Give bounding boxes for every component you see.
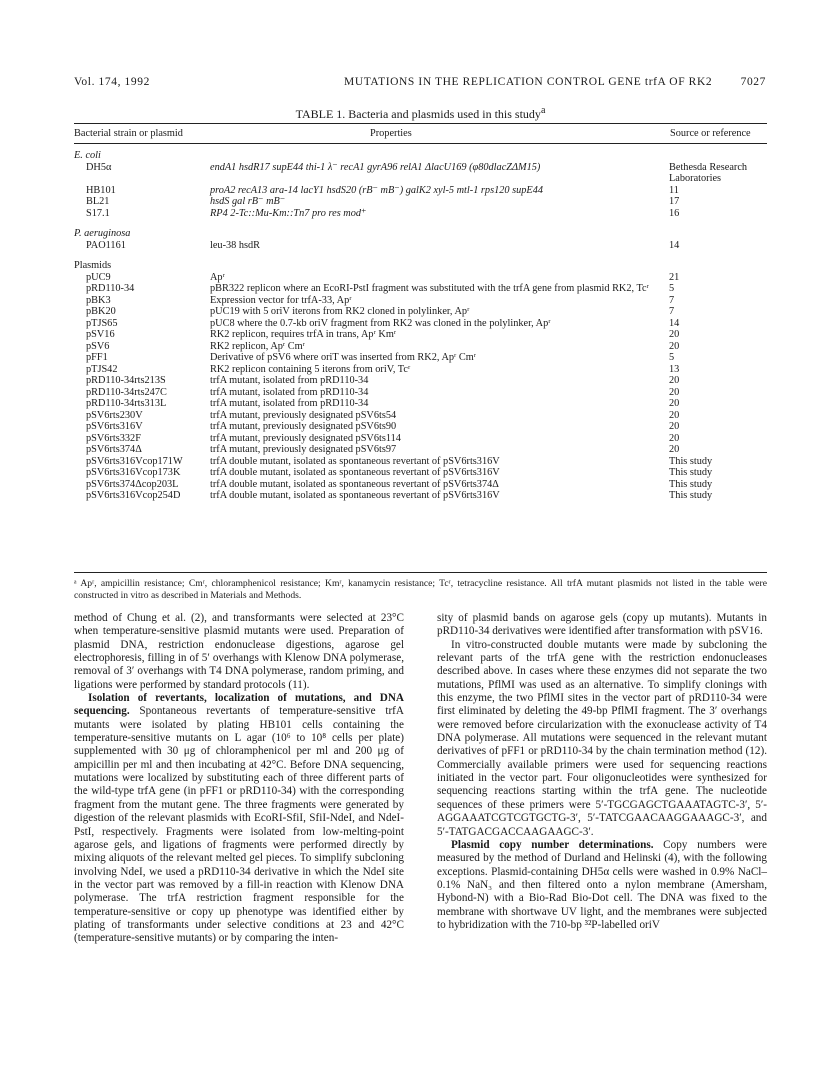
table-row — [74, 352, 767, 364]
table-group-row — [74, 148, 767, 162]
properties-cell: RK2 replicon, requires trfA in trans, Apʳ Kmʳ — [210, 329, 397, 340]
strain-cell: pSV6rts316Vcop254D — [86, 490, 181, 501]
strain-cell: pRD110-34rts213S — [86, 375, 166, 386]
properties-cell: trfA mutant, isolated from pRD110-34 — [210, 375, 369, 386]
properties-cell: Apʳ — [210, 271, 225, 283]
article-running-title: MUTATIONS IN THE REPLICATION CONTROL GENE trfA OF RK2 — [344, 76, 713, 88]
strain-cell: PAO1161 — [86, 239, 126, 251]
table-row — [74, 364, 767, 376]
strain-cell: HB101 — [86, 184, 116, 196]
table-caption — [74, 105, 767, 122]
table-top-rule — [74, 123, 767, 124]
group-spacer — [74, 251, 767, 258]
source-cell: 21 — [669, 271, 680, 283]
source-cell: 20 — [669, 398, 680, 409]
source-cell: This study — [669, 467, 713, 478]
table-footnote: ᵃ Apʳ, ampicillin resistance; Cmʳ, chloramphenicol resistance; Kmʳ, kanamycin resistance; Tcʳ, tetracycline resistance. All trfA mutant plasmids not listed in the table were constructed in vitro as described in Materials and Methods. — [74, 578, 767, 601]
table-row — [74, 240, 767, 252]
table-row — [74, 185, 767, 197]
table-row — [74, 410, 767, 422]
properties-cell: RK2 replicon containing 5 iterons from oriV, Tcʳ — [210, 363, 411, 375]
column-header-strain: Bacterial strain or plasmid — [74, 128, 183, 139]
strain-cell: pSV6rts230V — [86, 409, 143, 421]
table-row — [74, 283, 767, 295]
column-header-properties: Properties — [370, 128, 412, 139]
strain-cell: pSV6rts316V — [86, 421, 143, 432]
table-group-row — [74, 226, 767, 240]
properties-cell: trfA double mutant, isolated as spontaneous revertant of pSV6rts316V — [210, 455, 500, 467]
paragraph-double-mutants: In vitro-constructed double mutants were made by subcloning the relevant parts of the trfA gene with the restriction endonucleases described above. In cases where these enzymes did not separate the two mutations, PflMI was used as an alternative. To simplify clonings with this enzyme, the two PflMI sites in the vector part of pRD110-34 were first eliminated by deleting the 49-bp PflMI fragment. The 3′ overhangs were removed before circularization with the exonuclease activity of T4 DNA polymerase. All mutations were sequenced in the relevant mutant derivatives of pFF1 or pRD110-34 by the chain termination method (12). Commercially available primers were used for sequencing reactions initiated in the vector part. Four oligonucleotides were synthesized for sequencing reactions starting within the trfA gene. The nucleotide sequences of these primers were 5′-TGCGAGCTGAAATAGTC-3′, 5′-AGGAAATCGTCGTGCTG-3′, 5′-TATCGAACAAGGAAAGC-3′, and 5′-TATGACGACCAAGAAGC-3′. — [437, 638, 767, 838]
strain-cell: pSV16 — [86, 329, 115, 340]
table-caption-text: TABLE 1. Bacteria and plasmids used in this study — [295, 107, 541, 121]
source-cell: 20 — [669, 432, 680, 444]
table-row — [74, 208, 767, 220]
properties-cell: trfA mutant, previously designated pSV6ts114 — [210, 432, 401, 444]
source-cell: 20 — [669, 444, 680, 455]
strain-cell: pSV6rts316Vcop171W — [86, 455, 183, 467]
properties-cell: Expression vector for trfA-33, Apʳ — [210, 294, 352, 306]
paragraph-text: Spontaneous revertants of temperature-sensitive trfA mutants were isolated by plating HB101 cells containing the temperature-sensitive mutants on L agar (10⁶ to 10⁸ cells per plate) supplemented with 30 μg of chloramphenicol per ml and 200 μg of ampicillin per ml and then incubating at 42°C. Before DNA sequencing, mutations were localized by substituting each of three different parts of the wild-type trfA gene (in pFF1 or pRD110-34) with the corresponding fragment from the mutant gene. The three fragments were generated by digestion of the relevant plasmids with EcoRI-SfiI, SfiI-NdeI, and NdeI-PstI, respectively. Fragments were isolated from low-melting-point agarose gels, and ligations of fragments were performed directly by mixing aliquots of the relevant melted gel pieces. To simplify subcloning involving NdeI, we used a pRD110-34 derivative in which the NdeI site in the vector part was removed by a fill-in reaction with Klenow DNA polymerase. The trfA restriction fragment responsible for the temperature-sensitive or copy up phenotype was identified either by plating of transformants under selective conditions at 23 and 42°C (temperature-sensitive mutants) or by comparing the inten- — [74, 705, 404, 945]
source-cell: 7 — [669, 306, 675, 317]
properties-cell: Derivative of pSV6 where oriT was inserted from RK2, Apʳ Cmʳ — [210, 352, 476, 363]
source-cell: 13 — [669, 363, 680, 375]
table-row — [74, 444, 767, 456]
table-row — [74, 272, 767, 284]
source-cell: 20 — [669, 340, 680, 352]
source-cell: This study — [669, 478, 713, 490]
source-cell: 5 — [669, 352, 675, 363]
table-caption-marker: a — [540, 105, 546, 116]
table-bottom-rule — [74, 572, 767, 573]
properties-cell: RK2 replicon, Apʳ Cmʳ — [210, 340, 305, 352]
properties-cell: pUC8 where the 0.7-kb oriV fragment from RK2 was cloned in the polylinker, Apʳ — [210, 317, 551, 329]
strain-cell: pSV6rts374Δ — [86, 444, 142, 455]
properties-cell: trfA double mutant, isolated as spontaneous revertant of pSV6rts316V — [210, 467, 500, 478]
source-cell: 20 — [669, 386, 680, 398]
strain-cell: pSV6rts374Δcop203L — [86, 478, 179, 490]
table-row — [74, 318, 767, 330]
body-column-right — [437, 612, 767, 932]
table-row — [74, 162, 767, 185]
strain-cell: S17.1 — [86, 207, 110, 219]
table-row — [74, 375, 767, 387]
volume-label: Vol. 174, 1992 — [74, 76, 150, 88]
column-header-source: Source or reference — [670, 128, 751, 139]
source-cell: 5 — [669, 283, 675, 294]
table-row — [74, 196, 767, 208]
strain-cell: pBK3 — [86, 294, 111, 306]
group-label: E. coli — [74, 150, 101, 161]
strain-cell: pSV6 — [86, 340, 110, 352]
properties-cell: endA1 hsdR17 supE44 thi-1 λ⁻ recA1 gyrA96 relA1 ΔlacU169 (φ80dlacZΔM15) — [210, 161, 541, 173]
page-number: 7027 — [740, 76, 766, 88]
source-cell: 16 — [669, 207, 680, 219]
strain-cell: pTJS42 — [86, 363, 118, 375]
properties-cell: leu-38 hsdR — [210, 239, 261, 251]
paragraph-isolation — [74, 692, 404, 946]
table-row — [74, 341, 767, 353]
table-header — [74, 128, 767, 141]
properties-cell: trfA double mutant, isolated as spontaneous revertant of pSV6rts316V — [210, 490, 500, 501]
properties-cell: trfA mutant, previously designated pSV6ts90 — [210, 421, 397, 432]
strain-cell: pFF1 — [86, 352, 108, 363]
table-row — [74, 456, 767, 468]
source-cell: 20 — [669, 409, 680, 421]
properties-cell: proA2 recA13 ara-14 lacY1 hsdS20 (rB⁻ mB⁻) galK2 xyl-5 mtl-1 rps120 supE44 — [210, 184, 543, 196]
strain-cell: pRD110-34 — [86, 283, 135, 294]
properties-cell: trfA mutant, previously designated pSV6ts97 — [210, 444, 397, 455]
group-spacer — [74, 219, 767, 226]
paragraph-text: Copy numbers were measured by the method of Durland and Helinski (4), with the following exceptions. Plasmid-containing DH5α cells were washed in 0.9% NaCl–0.1% NaN₃ and then filtered onto a nylon membrane (Amersham, Hybond-N) with a Bio-Rad Bio-Dot cell. The DNA was fixed to the membrane with shortwave UV light, and the membranes were subjected to hybridization with the 710-bp ³²P-labelled oriV — [437, 838, 767, 931]
properties-cell: trfA mutant, previously designated pSV6ts54 — [210, 409, 397, 421]
table-row — [74, 306, 767, 318]
source-cell: This study — [669, 455, 713, 467]
source-cell: 20 — [669, 329, 680, 340]
properties-cell: trfA double mutant, isolated as spontaneous revertant of pSV6rts374Δ — [210, 478, 499, 490]
source-cell: 20 — [669, 375, 680, 386]
source-cell: 14 — [669, 317, 680, 329]
strain-cell: pUC9 — [86, 271, 111, 283]
paragraph: sity of plasmid bands on agarose gels (copy up mutants). Mutants in pRD110-34 derivatives were identified after transformation with pSV16. — [437, 612, 767, 638]
properties-cell: trfA mutant, isolated from pRD110-34 — [210, 398, 369, 409]
source-cell: 14 — [669, 239, 680, 251]
strain-cell: BL21 — [86, 196, 110, 207]
table-row — [74, 479, 767, 491]
table-row — [74, 490, 767, 502]
table-row — [74, 467, 767, 479]
table-row — [74, 433, 767, 445]
table-row — [74, 398, 767, 410]
source-cell: This study — [669, 490, 713, 501]
strain-cell: DH5α — [86, 161, 112, 173]
strain-cell: pBK20 — [86, 306, 116, 317]
body-column-left — [74, 612, 404, 946]
section-heading: Plasmid copy number determinations. — [451, 838, 654, 851]
strain-cell: pTJS65 — [86, 317, 118, 329]
properties-cell: trfA mutant, isolated from pRD110-34 — [210, 386, 369, 398]
source-cell: 7 — [669, 294, 675, 306]
table-header-rule — [74, 143, 767, 144]
paragraph-copy-number — [437, 839, 767, 932]
source-cell: 11 — [669, 184, 679, 196]
table-row — [74, 329, 767, 341]
strain-cell: pSV6rts316Vcop173K — [86, 467, 181, 478]
properties-cell: hsdS gal rB⁻ mB⁻ — [210, 196, 286, 207]
section-heading: Isolation of revertants, localization of mutations, and DNA sequencing. — [74, 692, 404, 718]
paragraph: method of Chung et al. (2), and transformants were selected at 23°C when temperature-sensitive plasmid mutants were used. Preparation of plasmid DNA, restriction endonuclease digestions, agarose gel electrophoresis, filling in of 5′ overhangs with Klenow DNA polymerase, removal of 3′ overhangs with T4 DNA polymerase, random priming, and ligations were performed by standard protocols (11). — [74, 612, 404, 691]
properties-cell: pUC19 with 5 oriV iterons from RK2 cloned in polylinker, Apʳ — [210, 306, 470, 317]
strain-cell: pSV6rts332F — [86, 432, 141, 444]
table-row — [74, 387, 767, 399]
properties-cell: RP4 2-Tc::Mu-Km::Tn7 pro res mod⁺ — [210, 207, 367, 219]
strain-cell: pRD110-34rts247C — [86, 386, 167, 398]
table-group-row — [74, 258, 767, 272]
bacteria-plasmids-table — [74, 148, 767, 502]
source-cell: 20 — [669, 421, 680, 432]
group-label: P. aeruginosa — [74, 228, 131, 239]
source-cell: Bethesda Research Laboratories — [669, 161, 748, 184]
source-cell: 17 — [669, 196, 680, 207]
properties-cell: pBR322 replicon where an EcoRI-PstI fragment was substituted with the trfA gene from plasmid RK2, Tcʳ — [210, 283, 649, 294]
group-label: Plasmids — [74, 260, 112, 271]
table-row — [74, 421, 767, 433]
table-row — [74, 295, 767, 307]
strain-cell: pRD110-34rts313L — [86, 398, 167, 409]
